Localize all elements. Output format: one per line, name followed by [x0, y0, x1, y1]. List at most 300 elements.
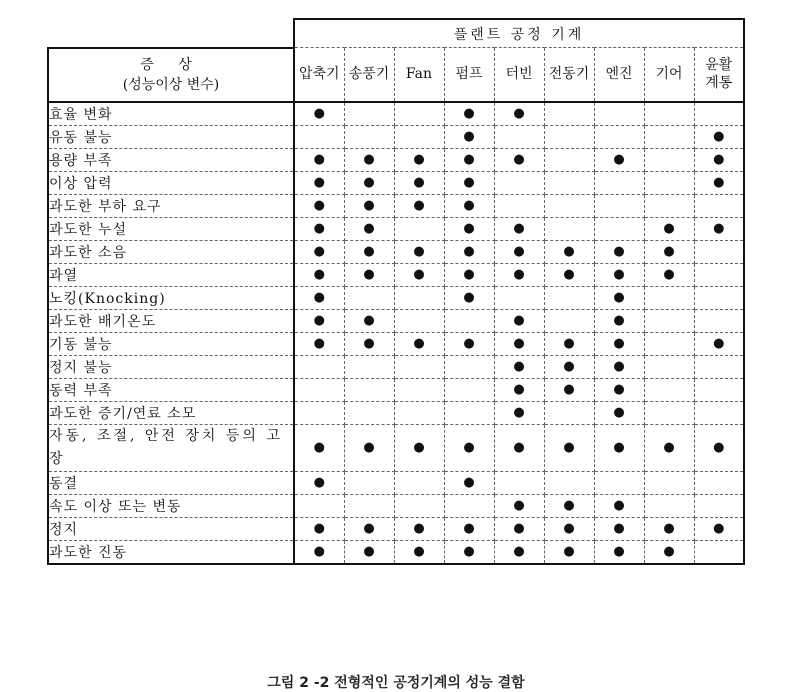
group-header: 플랜트 공정 기계: [294, 19, 744, 48]
mark-dot: ●: [463, 290, 475, 305]
table-cell: [294, 217, 344, 240]
table-cell: [694, 378, 744, 401]
table-cell: [294, 240, 344, 263]
mark-dot: ●: [663, 440, 675, 455]
symptom-header-subtitle: (성능이상 변수): [122, 76, 220, 93]
mark-dot: ●: [413, 152, 425, 167]
table-cell: [294, 171, 344, 194]
table-row: [48, 332, 744, 355]
mark-dot: ●: [613, 405, 625, 420]
table-cell: [494, 424, 544, 471]
mark-dot: ●: [563, 359, 575, 374]
machine-header: 윤활 계통: [694, 48, 744, 102]
mark-dot: ●: [613, 382, 625, 397]
table-cell: [344, 240, 394, 263]
table-cell: [494, 171, 544, 194]
symptom-label: 속도 이상 또는 변동: [48, 494, 294, 517]
mark-dot: ●: [563, 521, 575, 536]
table-cell: [644, 286, 694, 309]
table-cell: [494, 517, 544, 540]
table-cell: [444, 309, 494, 332]
table-cell: [444, 540, 494, 564]
table-cell: [694, 471, 744, 494]
table-cell: [444, 171, 494, 194]
mark-dot: ●: [513, 313, 525, 328]
table-row: [48, 286, 744, 309]
table-cell: [494, 240, 544, 263]
mark-dot: ●: [463, 336, 475, 351]
mark-dot: ●: [613, 336, 625, 351]
table-cell: [494, 401, 544, 424]
table-cell: [644, 332, 694, 355]
mark-dot: ●: [463, 440, 475, 455]
table-cell: [294, 378, 344, 401]
table-cell: [344, 263, 394, 286]
table-cell: [594, 540, 644, 564]
mark-dot: ●: [313, 440, 325, 455]
table-cell: [494, 217, 544, 240]
symptom-label: 정지: [48, 517, 294, 540]
table-row: [48, 240, 744, 263]
table-cell: [544, 171, 594, 194]
table-cell: [444, 401, 494, 424]
machine-header: 압축기: [294, 48, 344, 102]
mark-dot: ●: [513, 544, 525, 559]
table-cell: [544, 309, 594, 332]
table-row: [48, 401, 744, 424]
table-cell: [494, 194, 544, 217]
table-cell: [594, 355, 644, 378]
table-cell: [294, 401, 344, 424]
table-cell: [594, 148, 644, 171]
table-corner: [48, 19, 294, 48]
mark-dot: ●: [613, 290, 625, 305]
table-cell: [694, 309, 744, 332]
mark-dot: ●: [613, 544, 625, 559]
table-cell: [694, 424, 744, 471]
table-cell: [444, 217, 494, 240]
table-cell: [444, 125, 494, 148]
mark-dot: ●: [513, 405, 525, 420]
table-cell: [444, 102, 494, 126]
table-body: [48, 102, 744, 564]
table-cell: [694, 171, 744, 194]
mark-dot: ●: [313, 336, 325, 351]
table-cell: [344, 217, 394, 240]
table-cell: [694, 148, 744, 171]
machine-header: 송풍기: [344, 48, 394, 102]
table-cell: [494, 286, 544, 309]
machine-header: 엔진: [594, 48, 644, 102]
machine-header: 펌프: [444, 48, 494, 102]
table-cell: [594, 194, 644, 217]
mark-dot: ●: [563, 440, 575, 455]
table-cell: [644, 309, 694, 332]
mark-dot: ●: [663, 544, 675, 559]
table-cell: [544, 125, 594, 148]
table-cell: [644, 471, 694, 494]
symptom-label: 자동, 조절, 안전 장치 등의 고장: [48, 424, 294, 471]
mark-dot: ●: [563, 336, 575, 351]
mark-dot: ●: [613, 152, 625, 167]
table-cell: [344, 286, 394, 309]
table-cell: [544, 355, 594, 378]
mark-dot: ●: [463, 521, 475, 536]
symptom-label: 유동 불능: [48, 125, 294, 148]
table-cell: [594, 332, 644, 355]
table-cell: [494, 471, 544, 494]
mark-dot: ●: [663, 267, 675, 282]
table-cell: [344, 125, 394, 148]
table-cell: [394, 424, 444, 471]
mark-dot: ●: [613, 359, 625, 374]
mark-dot: ●: [513, 267, 525, 282]
mark-dot: ●: [613, 267, 625, 282]
table-cell: [394, 309, 444, 332]
machine-header: 전동기: [544, 48, 594, 102]
table-cell: [394, 125, 444, 148]
table-cell: [594, 401, 644, 424]
symptom-label: 과도한 누설: [48, 217, 294, 240]
table-cell: [544, 540, 594, 564]
table-cell: [294, 148, 344, 171]
table-cell: [644, 102, 694, 126]
table-cell: [444, 148, 494, 171]
table-cell: [694, 286, 744, 309]
table-cell: [544, 240, 594, 263]
mark-dot: ●: [363, 440, 375, 455]
table-cell: [394, 194, 444, 217]
mark-dot: ●: [513, 359, 525, 374]
mark-dot: ●: [463, 175, 475, 190]
mark-dot: ●: [563, 267, 575, 282]
table-cell: [294, 194, 344, 217]
table-cell: [594, 309, 644, 332]
table-cell: [694, 125, 744, 148]
table-cell: [344, 148, 394, 171]
table-cell: [444, 494, 494, 517]
table-cell: [694, 194, 744, 217]
table-cell: [444, 471, 494, 494]
table-cell: [294, 309, 344, 332]
table-cell: [694, 263, 744, 286]
mark-dot: ●: [613, 521, 625, 536]
mark-dot: ●: [363, 521, 375, 536]
table-cell: [444, 378, 494, 401]
mark-dot: ●: [463, 544, 475, 559]
figure-caption: 그림 2 -2 전형적인 공정기계의 성능 결함: [267, 675, 525, 691]
table-cell: [694, 102, 744, 126]
symptom-label: 효율 변화: [48, 102, 294, 126]
table-cell: [544, 217, 594, 240]
table-cell: [694, 332, 744, 355]
table-cell: [544, 424, 594, 471]
mark-dot: ●: [513, 221, 525, 236]
table-cell: [344, 171, 394, 194]
symptom-label: 동결: [48, 471, 294, 494]
table-cell: [294, 332, 344, 355]
mark-dot: ●: [613, 498, 625, 513]
table-cell: [394, 355, 444, 378]
table-cell: [594, 286, 644, 309]
mark-dot: ●: [463, 152, 475, 167]
mark-dot: ●: [413, 198, 425, 213]
mark-dot: ●: [513, 152, 525, 167]
table-cell: [444, 286, 494, 309]
table-cell: [494, 540, 544, 564]
table-cell: [394, 217, 444, 240]
symptom-label: 과열: [48, 263, 294, 286]
mark-dot: ●: [413, 544, 425, 559]
table-cell: [544, 332, 594, 355]
table-cell: [444, 263, 494, 286]
table-cell: [344, 309, 394, 332]
table-cell: [294, 540, 344, 564]
mark-dot: ●: [513, 244, 525, 259]
table-cell: [294, 494, 344, 517]
symptom-label: 과도한 소음: [48, 240, 294, 263]
mark-dot: ●: [713, 521, 725, 536]
symptom-label: 과도한 진동: [48, 540, 294, 564]
mark-dot: ●: [413, 175, 425, 190]
symptom-label: 노킹(Knocking): [48, 286, 294, 309]
mark-dot: ●: [363, 152, 375, 167]
table-row: [48, 171, 744, 194]
mark-dot: ●: [513, 106, 525, 121]
mark-dot: ●: [313, 106, 325, 121]
table-row: [48, 424, 744, 471]
mark-dot: ●: [563, 244, 575, 259]
mark-dot: ●: [363, 221, 375, 236]
table-cell: [394, 401, 444, 424]
mark-dot: ●: [463, 475, 475, 490]
table-cell: [444, 332, 494, 355]
table-cell: [694, 401, 744, 424]
table-row: [48, 471, 744, 494]
table-cell: [344, 194, 394, 217]
symptom-label: 이상 압력: [48, 171, 294, 194]
symptom-label: 동력 부족: [48, 378, 294, 401]
table-cell: [394, 378, 444, 401]
table-cell: [644, 148, 694, 171]
mark-dot: ●: [363, 544, 375, 559]
mark-dot: ●: [413, 521, 425, 536]
mark-dot: ●: [513, 498, 525, 513]
table-cell: [494, 494, 544, 517]
mark-dot: ●: [513, 382, 525, 397]
table-cell: [394, 471, 444, 494]
table-cell: [294, 263, 344, 286]
table-cell: [544, 517, 594, 540]
table-cell: [344, 517, 394, 540]
table-cell: [594, 471, 644, 494]
table-row: [48, 217, 744, 240]
table-cell: [644, 194, 694, 217]
table-cell: [544, 148, 594, 171]
table-cell: [644, 424, 694, 471]
table-cell: [694, 494, 744, 517]
table-cell: [344, 401, 394, 424]
table-cell: [644, 355, 694, 378]
table-cell: [394, 171, 444, 194]
mark-dot: ●: [413, 336, 425, 351]
mark-dot: ●: [313, 313, 325, 328]
mark-dot: ●: [713, 440, 725, 455]
table-cell: [644, 378, 694, 401]
table-cell: [644, 494, 694, 517]
table-cell: [294, 286, 344, 309]
mark-dot: ●: [713, 129, 725, 144]
mark-dot: ●: [313, 221, 325, 236]
table-cell: [344, 102, 394, 126]
table-row: [48, 263, 744, 286]
mark-dot: ●: [463, 267, 475, 282]
machine-header: 터빈: [494, 48, 544, 102]
symptom-header-title: 증 상: [140, 56, 202, 73]
table-cell: [594, 125, 644, 148]
table-cell: [394, 102, 444, 126]
table-cell: [544, 263, 594, 286]
table-cell: [694, 240, 744, 263]
mark-dot: ●: [513, 521, 525, 536]
mark-dot: ●: [663, 521, 675, 536]
mark-dot: ●: [313, 152, 325, 167]
table-cell: [644, 540, 694, 564]
table-cell: [294, 517, 344, 540]
table-row: [48, 378, 744, 401]
table-cell: [294, 471, 344, 494]
table-cell: [594, 171, 644, 194]
table-cell: [694, 540, 744, 564]
table-row: [48, 194, 744, 217]
table-cell: [494, 148, 544, 171]
table-cell: [344, 540, 394, 564]
mark-dot: ●: [713, 221, 725, 236]
mark-dot: ●: [463, 221, 475, 236]
symptom-label: 과도한 배기온도: [48, 309, 294, 332]
mark-dot: ●: [313, 544, 325, 559]
mark-dot: ●: [363, 336, 375, 351]
mark-dot: ●: [563, 544, 575, 559]
table-cell: [594, 217, 644, 240]
table-cell: [594, 102, 644, 126]
table-cell: [544, 102, 594, 126]
machine-header: Fan: [394, 48, 444, 102]
mark-dot: ●: [413, 440, 425, 455]
table-cell: [444, 355, 494, 378]
table-cell: [444, 424, 494, 471]
table-cell: [344, 424, 394, 471]
table-cell: [394, 240, 444, 263]
table-row: [48, 517, 744, 540]
table-cell: [394, 332, 444, 355]
mark-dot: ●: [463, 106, 475, 121]
symptom-label: 정지 불능: [48, 355, 294, 378]
table-row: [48, 540, 744, 564]
table-cell: [494, 309, 544, 332]
table-cell: [294, 102, 344, 126]
mark-dot: ●: [713, 175, 725, 190]
mark-dot: ●: [713, 152, 725, 167]
table-cell: [544, 286, 594, 309]
symptom-label: 기동 불능: [48, 332, 294, 355]
machine-header: 기어: [644, 48, 694, 102]
table-cell: [694, 517, 744, 540]
mark-dot: ●: [313, 521, 325, 536]
mark-dot: ●: [313, 267, 325, 282]
table-cell: [494, 102, 544, 126]
table-row: [48, 309, 744, 332]
mark-dot: ●: [713, 336, 725, 351]
table-cell: [544, 378, 594, 401]
mark-dot: ●: [313, 290, 325, 305]
table-cell: [444, 517, 494, 540]
table-cell: [544, 401, 594, 424]
symptom-column-header: [48, 48, 294, 102]
mark-dot: ●: [613, 244, 625, 259]
table-cell: [544, 471, 594, 494]
table-cell: [294, 424, 344, 471]
mark-dot: ●: [663, 244, 675, 259]
mark-dot: ●: [313, 175, 325, 190]
table-cell: [394, 540, 444, 564]
table-cell: [594, 378, 644, 401]
table-cell: [494, 263, 544, 286]
mark-dot: ●: [613, 313, 625, 328]
mark-dot: ●: [663, 221, 675, 236]
mark-dot: ●: [363, 244, 375, 259]
table-cell: [594, 424, 644, 471]
table-cell: [644, 125, 694, 148]
symptom-label: 용량 부족: [48, 148, 294, 171]
table-cell: [644, 171, 694, 194]
table-cell: [294, 125, 344, 148]
mark-dot: ●: [463, 198, 475, 213]
table-cell: [694, 355, 744, 378]
mark-dot: ●: [563, 498, 575, 513]
table-cell: [644, 217, 694, 240]
table-cell: [594, 263, 644, 286]
table-cell: [494, 378, 544, 401]
table-cell: [494, 332, 544, 355]
mark-dot: ●: [513, 440, 525, 455]
mark-dot: ●: [363, 267, 375, 282]
table-cell: [394, 494, 444, 517]
mark-dot: ●: [463, 244, 475, 259]
table-cell: [394, 517, 444, 540]
symptom-label: 과도한 증기/연료 소모: [48, 401, 294, 424]
table-cell: [394, 148, 444, 171]
mark-dot: ●: [313, 475, 325, 490]
table-row: [48, 355, 744, 378]
table-cell: [344, 332, 394, 355]
mark-dot: ●: [363, 198, 375, 213]
table-cell: [544, 194, 594, 217]
table-cell: [444, 194, 494, 217]
table-cell: [644, 517, 694, 540]
mark-dot: ●: [413, 267, 425, 282]
mark-dot: ●: [563, 382, 575, 397]
table-cell: [344, 355, 394, 378]
table-cell: [594, 494, 644, 517]
table-cell: [344, 378, 394, 401]
table-cell: [344, 494, 394, 517]
mark-dot: ●: [363, 313, 375, 328]
table-cell: [644, 263, 694, 286]
table-row: [48, 125, 744, 148]
table-cell: [594, 517, 644, 540]
table-cell: [294, 355, 344, 378]
